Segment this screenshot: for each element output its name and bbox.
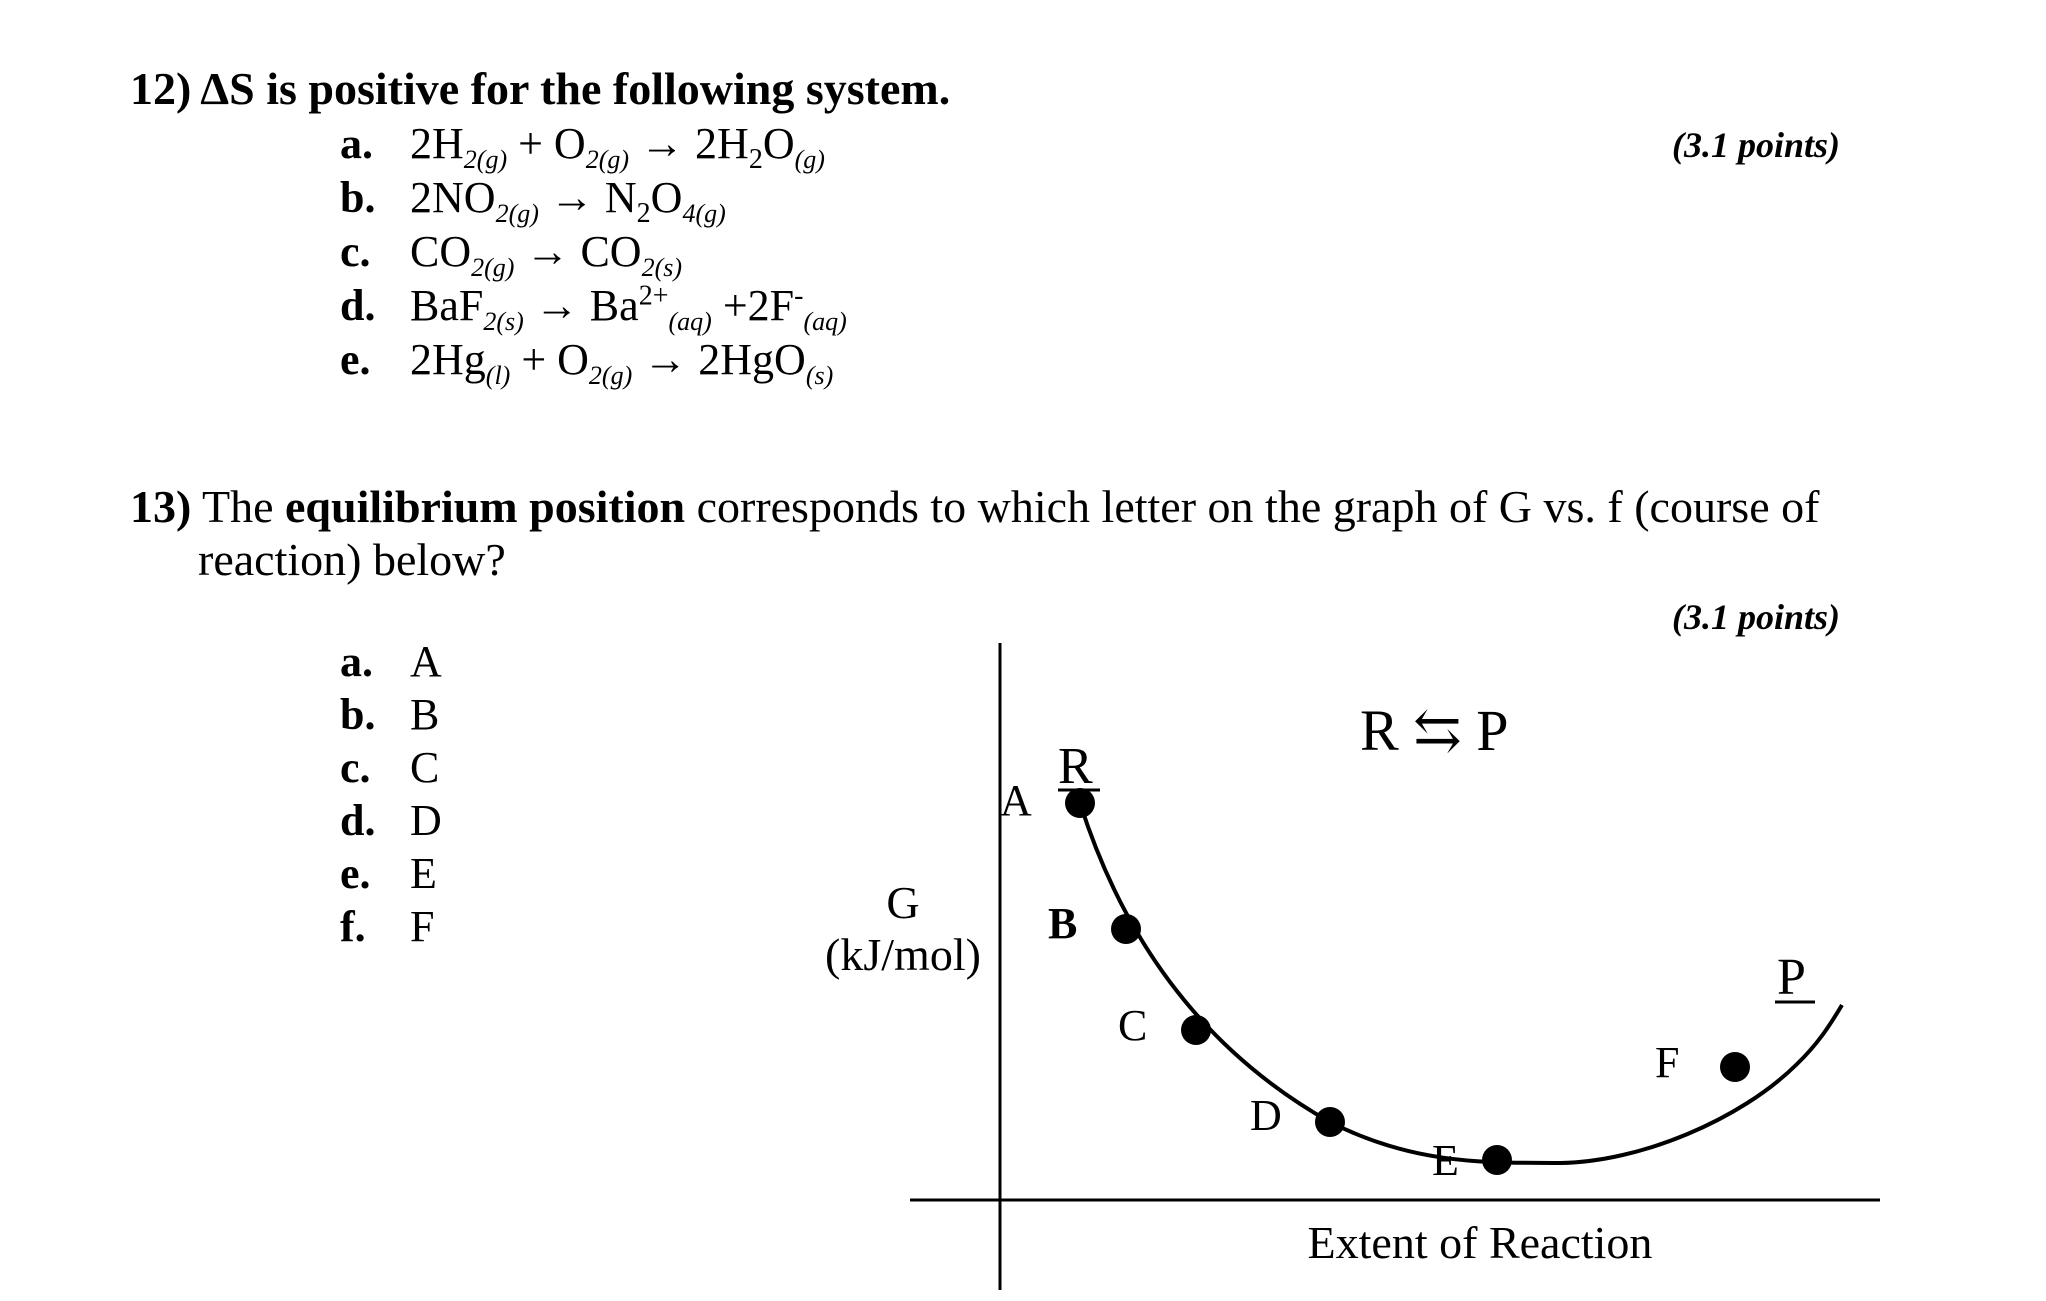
question-13-number: 13) [130,481,192,532]
subscript: 2(s) [641,252,683,282]
option-letter: b. [340,690,376,739]
question-13-text-bold: equilibrium position [285,481,686,532]
question-12-number: 12) [130,63,192,114]
point-d-label: D [1250,1091,1282,1140]
x-axis-label: Extent of Reaction [1307,1217,1653,1268]
question-13-text-pre: The [191,481,286,532]
subscript: (aq) [803,306,847,336]
option-letter: c. [340,227,371,276]
equation-text: O [762,119,795,168]
subscript: 2(g) [585,144,630,174]
delta-s-symbol: ΔS [200,63,255,114]
equation-text: → CO [514,227,642,276]
equation-text: CO [410,227,472,276]
equation-text: → Ba [523,281,639,330]
question-12-points: (3.1 points) [1672,125,1841,165]
point-b-marker [1111,914,1141,944]
subscript: (s) [805,360,834,390]
option-value: E [410,849,437,898]
reaction-equation: R ⇆ P [1360,698,1509,763]
option-letter: f. [340,902,366,951]
option-value: D [410,796,442,845]
subscript: (l) [485,360,511,390]
equation-text: 2H [410,119,464,168]
point-b-label: B [1048,899,1078,948]
equation-text: 2Hg [410,335,486,384]
question-12-text: is positive for the following system. [254,63,951,114]
point-c-marker [1181,1015,1211,1045]
subscript: 2(g) [471,252,515,282]
option-letter: b. [340,173,376,222]
question-13-text-line2: reaction) below? [198,534,506,585]
option-letter: e. [340,335,371,384]
equation-text: 2NO [410,173,496,222]
equation-text: +2F [711,281,795,330]
option-letter: a. [340,637,373,686]
option-letter: a. [340,119,373,168]
subscript: (g) [794,144,825,174]
y-axis-label-g: G [886,877,920,928]
equation-text: → N [538,173,637,222]
option-value: A [410,637,442,686]
subscript: (aq) [668,306,712,336]
product-label: P [1777,949,1806,1006]
subscript: 2(s) [483,306,524,336]
equation-text: + O [507,119,586,168]
superscript: 2+ [638,280,669,312]
option-letter: d. [340,281,376,330]
option-letter: c. [340,743,371,792]
point-e-label: E [1432,1136,1459,1185]
option-value: C [410,743,440,792]
option-value: F [410,902,435,951]
option-letter: e. [340,849,371,898]
reactant-label: R [1058,738,1093,795]
equation-text: → 2HgO [632,335,806,384]
point-f-label: F [1655,1038,1680,1087]
point-d-marker [1315,1107,1345,1137]
superscript: - [794,280,804,312]
point-a-label: A [1000,776,1032,825]
question-13-text-post: corresponds to which letter on the graph of G vs. f (course of [685,481,1820,532]
question-13-points: (3.1 points) [1672,597,1841,637]
subscript: 2(g) [463,144,508,174]
option-letter: d. [340,796,376,845]
subscript: 2 [748,143,763,175]
point-f-marker [1720,1052,1750,1082]
gibbs-curve [1080,803,1842,1163]
subscript: 2(g) [588,360,633,390]
equation-text: BaF [410,281,484,330]
subscript: 2(g) [495,198,539,228]
equation-text: + O [510,335,589,384]
equation-text: → 2H [629,119,749,168]
point-e-marker [1482,1145,1512,1175]
subscript: 2 [636,197,651,229]
subscript: 4(g) [682,198,726,228]
y-axis-label-unit: (kJ/mol) [825,929,981,980]
equation-text: O [650,173,683,222]
curve-points [1000,776,1750,1185]
option-value: B [410,690,440,739]
point-c-label: C [1118,1001,1148,1050]
